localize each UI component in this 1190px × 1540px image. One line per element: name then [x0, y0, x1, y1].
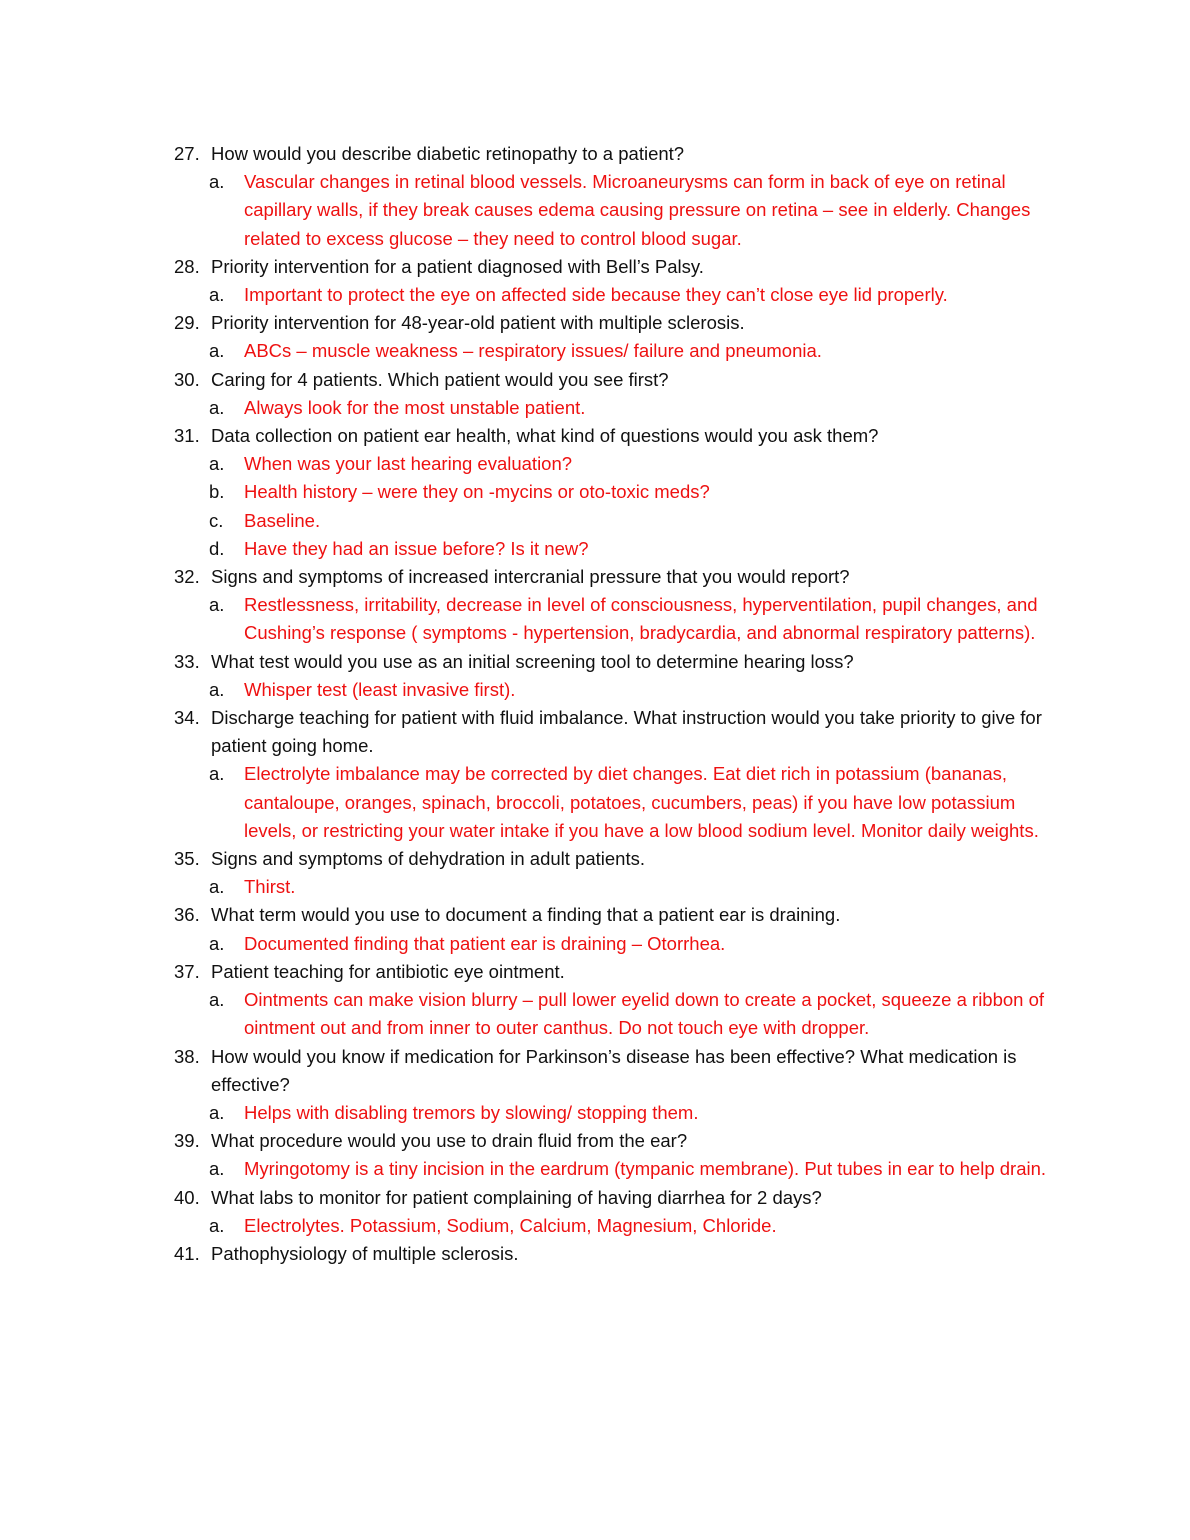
question-item	[174, 958, 1054, 986]
answer-text: Helps with disabling tremors by slowing/ stopping them.	[244, 1101, 699, 1123]
question-text: How would you know if medication for Parkinson’s disease has been effective? What medication is effective?	[211, 1045, 1017, 1095]
question-item	[174, 422, 1054, 450]
question-number: 34.	[174, 707, 200, 729]
answer-item	[174, 760, 1054, 845]
answer-letter: a.	[209, 340, 225, 362]
question-item	[174, 845, 1054, 873]
answer-letter: a.	[209, 284, 225, 306]
answer-item	[174, 281, 1054, 309]
question-item	[174, 901, 1054, 929]
answer-text: Documented finding that patient ear is draining – Otorrhea.	[244, 932, 726, 954]
question-number: 29.	[174, 312, 200, 334]
question-number: 35.	[174, 848, 200, 870]
question-item	[174, 1043, 1054, 1099]
question-number: 39.	[174, 1130, 200, 1152]
question-text: What labs to monitor for patient complaining of having diarrhea for 2 days?	[211, 1186, 822, 1208]
answer-text: Have they had an issue before? Is it new?	[244, 537, 589, 559]
answer-letter: a.	[209, 171, 225, 193]
question-text: Data collection on patient ear health, what kind of questions would you ask them?	[211, 425, 879, 447]
question-text: Pathophysiology of multiple sclerosis.	[211, 1242, 519, 1264]
answer-text: When was your last hearing evaluation?	[244, 453, 573, 475]
question-text: What term would you use to document a finding that a patient ear is draining.	[211, 904, 841, 926]
answer-text: Electrolyte imbalance may be corrected by diet changes. Eat diet rich in potassium (bananas, cantaloupe, oranges, spinach, broccoli, potatoes, cucumbers, peas) if you have low potassium levels, or restricting your water intake if you have a low blood sodium level. Monitor daily weights.	[244, 763, 1039, 841]
question-number: 33.	[174, 650, 200, 672]
answer-letter: a.	[209, 396, 225, 418]
answer-letter: a.	[209, 932, 225, 954]
question-item	[174, 1240, 1054, 1268]
answer-letter: d.	[209, 537, 225, 559]
answer-letter: a.	[209, 1214, 225, 1236]
question-number: 37.	[174, 960, 200, 982]
answer-item	[174, 986, 1054, 1042]
question-item	[174, 1127, 1054, 1155]
question-text: Patient teaching for antibiotic eye ointment.	[211, 960, 565, 982]
answer-item	[174, 591, 1054, 647]
answer-text: Electrolytes. Potassium, Sodium, Calcium, Magnesium, Chloride.	[244, 1214, 777, 1236]
question-item	[174, 1184, 1054, 1212]
answer-item	[174, 1212, 1054, 1240]
question-number: 41.	[174, 1242, 200, 1264]
answer-item	[174, 676, 1054, 704]
answer-text: Ointments can make vision blurry – pull lower eyelid down to create a pocket, squeeze a ribbon of ointment out and from inner to outer canthus. Do not touch eye with dropper.	[244, 989, 1045, 1039]
answer-letter: a.	[209, 1158, 225, 1180]
question-item	[174, 648, 1054, 676]
answer-text: Restlessness, irritability, decrease in level of consciousness, hyperventilation, pupil changes, and Cushing’s response ( symptoms - hypertension, bradycardia, and abnormal respiratory patterns).	[244, 594, 1038, 644]
question-text: Discharge teaching for patient with fluid imbalance. What instruction would you take priority to give for patient going home.	[211, 707, 1042, 757]
question-number: 30.	[174, 368, 200, 390]
answer-item	[174, 478, 1054, 506]
answer-text: ABCs – muscle weakness – respiratory issues/ failure and pneumonia.	[244, 340, 822, 362]
answer-item	[174, 1155, 1054, 1183]
question-item	[174, 563, 1054, 591]
answer-item	[174, 535, 1054, 563]
question-text: How would you describe diabetic retinopathy to a patient?	[211, 143, 685, 164]
question-text: What test would you use as an initial screening tool to determine hearing loss?	[211, 650, 854, 672]
answer-letter: a.	[209, 763, 225, 785]
answer-item	[174, 930, 1054, 958]
question-item	[174, 140, 1054, 168]
question-item	[174, 309, 1054, 337]
answer-item	[174, 450, 1054, 478]
answer-letter: a.	[209, 876, 225, 898]
question-number: 27.	[174, 143, 200, 164]
answer-text: Always look for the most unstable patient.	[244, 396, 586, 418]
question-number: 28.	[174, 255, 200, 277]
answer-letter: a.	[209, 594, 225, 616]
answer-item	[174, 507, 1054, 535]
answer-item	[174, 1099, 1054, 1127]
answer-text: Thirst.	[244, 876, 296, 898]
answer-item	[174, 337, 1054, 365]
question-item	[174, 366, 1054, 394]
question-number: 38.	[174, 1045, 200, 1067]
question-text: Caring for 4 patients. Which patient would you see first?	[211, 368, 669, 390]
answer-text: Important to protect the eye on affected side because they can’t close eye lid properly.	[244, 284, 948, 306]
answer-text: Baseline.	[244, 509, 321, 531]
answer-letter: a.	[209, 1101, 225, 1123]
answer-letter: b.	[209, 481, 225, 503]
answer-text: Whisper test (least invasive first).	[244, 678, 516, 700]
question-text: Signs and symptoms of dehydration in adult patients.	[211, 848, 645, 870]
answer-text: Health history – were they on -mycins or oto-toxic meds?	[244, 481, 710, 503]
answer-text: Vascular changes in retinal blood vessels. Microaneurysms can form in back of eye on retinal capillary walls, if they break causes edema causing pressure on retina – see in elderly. Changes related to excess glucose – they need to control blood sugar.	[244, 171, 1031, 249]
answer-text: Myringotomy is a tiny incision in the eardrum (tympanic membrane). Put tubes in ear to help drain.	[244, 1158, 1047, 1180]
answer-letter: a.	[209, 678, 225, 700]
question-text: What procedure would you use to drain fluid from the ear?	[211, 1130, 688, 1152]
question-item	[174, 704, 1054, 760]
answer-item	[174, 873, 1054, 901]
question-text: Priority intervention for a patient diagnosed with Bell’s Palsy.	[211, 255, 704, 277]
question-number: 32.	[174, 566, 200, 588]
answer-item	[174, 394, 1054, 422]
question-number: 40.	[174, 1186, 200, 1208]
answer-item	[174, 168, 1054, 253]
question-number: 36.	[174, 904, 200, 926]
question-list	[174, 140, 1054, 1268]
question-number: 31.	[174, 425, 200, 447]
answer-letter: c.	[209, 509, 224, 531]
answer-letter: a.	[209, 989, 225, 1011]
question-text: Signs and symptoms of increased intercranial pressure that you would report?	[211, 566, 850, 588]
question-item	[174, 253, 1054, 281]
question-text: Priority intervention for 48-year-old patient with multiple sclerosis.	[211, 312, 745, 334]
answer-letter: a.	[209, 453, 225, 475]
